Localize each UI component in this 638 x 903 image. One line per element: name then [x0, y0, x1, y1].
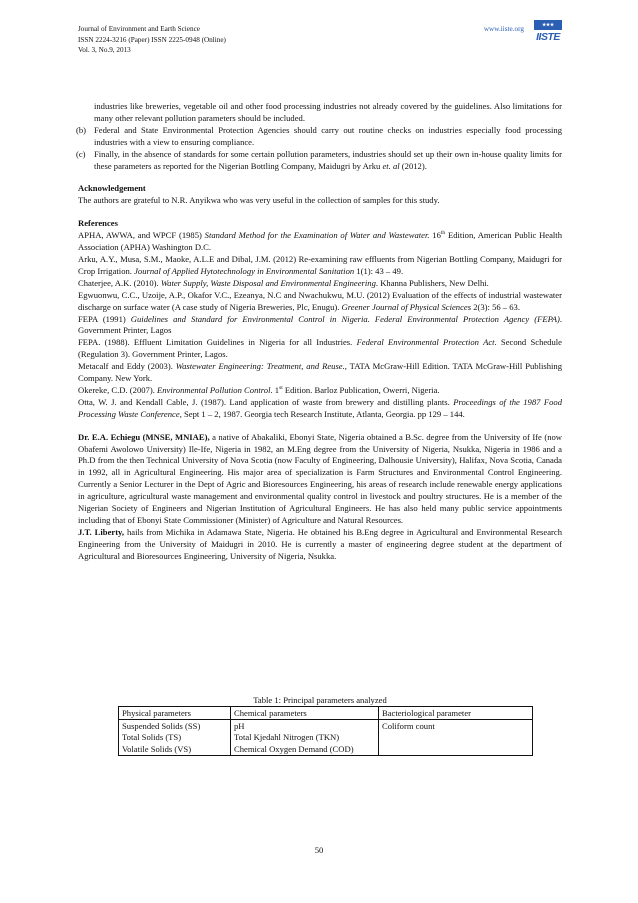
table-header-row — [119, 707, 533, 720]
reference-entry: APHA, AWWA, and WPCF (1985) Standard Method for the Examination of Water and Wastewater. 16th Edition, American Public Health Association (APHA) Washington D.C. — [78, 230, 562, 253]
iiste-logo — [534, 20, 562, 48]
reference-entry: Otta, W. J. and Kendall Cable, J. (1987). Land application of waste from brewery and distilling plants. Proceedings of the 1987 Food Processing Waste Conference, Sept 1 – 2, 1987. Georgia tech Research Institute, Atlanta, Georgia. pp 129 – 144. — [78, 396, 563, 419]
article-body — [78, 101, 562, 563]
table-cell: pH Total Kjedahl Nitrogen (TKN) Chemical Oxygen Demand (COD) — [231, 720, 379, 756]
recommendation-c: (c) Finally, in the absence of standards for some certain pollution parameters, industries should set up their own in-house quality limits for these parameters as reported for the Nigerian Bottling Company, Maidugri by Arku et. al (2012). — [76, 148, 562, 171]
table-header-cell: Bacteriological parameter — [379, 707, 533, 720]
iiste-logo-banner: ★★★ — [534, 20, 562, 30]
reference-entry: FEPA. (1988). Effluent Limitation Guidelines in Nigeria for all Industries. Federal Environmental Protection Act. Second Schedule (Regulation 3). Government Printer, Lagos. — [78, 337, 562, 360]
iiste-logo-text: IISTE — [536, 31, 560, 43]
journal-name: Journal of Environment and Earth Science — [78, 25, 200, 33]
journal-volume: Vol. 3, No.9, 2013 — [78, 46, 131, 55]
table-cell: Coliform count — [379, 720, 533, 756]
acknowledgement-heading: Acknowledgement — [78, 183, 146, 194]
author-bio-echiegu: Dr. E.A. Echiegu (MNSE, MNIAE), a native of Abakaliki, Ebonyi State, Nigeria obtained a B.Sc. degree from the University of Ife (now Obafemi Awolowo University) Ile-Ife, Nigeria in 1982, an M.Eng degree from the University of Nigeria, Nsukka, Nigeria in 1986 and a Ph.D from the then Technical University of Nova Scotia (now Faculty of Engineering, Dalhousie University), Halifax, Nova Scotia, Canada in 1992, all in Agricultural Engineering. His major area of specialization is Farm Structures and Environmental Control Engineering. Currently a Senior Lecturer in the Dept of Agric and Bioresources Engineering, his areas of research include renewable energy applications in agriculture, agricultural waste management and environmental quality control in livestock and poultry structures. He is a member of the Nigerian Society of Engineers and Nigerian Institution of Agricultural Engineers. He has also held many public service appointments including that of Ebonyi State Commissioner (Minister) of Agriculture and Natural Resources. — [78, 431, 562, 525]
acknowledgement-text: The authors are grateful to N.R. Anyikwa who was very useful in the collection of samples for this study. — [78, 195, 440, 206]
reference-entry: FEPA (1991) Guidelines and Standard for Environmental Control in Nigeria. Federal Environmental Protection Agency (FEPA). Government Printer, Lagos — [78, 313, 562, 336]
table-header-cell: Physical parameters — [119, 707, 231, 720]
reference-entry: Arku, A.Y., Musa, S.M., Maoke, A.L.E and Dibal, J.M. (2012) Re-examining raw effluents from Nigerian Bottling Company, Maidugri for Crop Irrigation. Journal of Applied Hytotechnology in Environmental Sanitation 1(1): 43 – 49. — [78, 253, 562, 276]
reference-entry: Okereke, C.D. (2007). Environmental Pollution Control. 1st Edition. Barloz Publication, Owerri, Nigeria. — [78, 384, 440, 395]
journal-url-link[interactable]: www.iiste.org — [483, 25, 524, 33]
reference-entry: Egwuonwu, C.C., Uzoije, A.P., Okafor V.C., Ezeanya, N.C and Nwachukwu, M.U. (2012) Evaluation of the effects of industrial wastewater discharge on surface water (A case study of Nigeria Breweries, Plc, Enugu). Greener Journal of Physical Sciences 2(3): 56 – 63. — [78, 289, 562, 312]
table-header-cell: Chemical parameters — [231, 707, 379, 720]
recommendation-a-continued: industries like breweries, vegetable oil and other food processing industries not already covered by the guidelines. Also limitations for many other relevant pollution parameters should be included. — [94, 101, 562, 123]
author-bio-liberty: J.T. Liberty, hails from Michika in Adamawa State, Nigeria. He obtained his B.Eng degree in Agricultural and Environmental Research Engineering from the University of Maidugri in 2010. He is currently a master of engineering degree student at the department of Agricultural and Bioresources Engineering, University of Nigeria, Nsukka. — [78, 526, 562, 561]
table-caption: Table 1: Principal parameters analyzed — [253, 695, 387, 705]
parameters-table — [118, 706, 533, 756]
page-number: 50 — [314, 845, 324, 855]
table-row — [119, 720, 533, 756]
recommendation-b: (b) Federal and State Environmental Protection Agencies should carry out routine checks on industries especially food processing industries with a view to ensuring compliance. — [76, 124, 562, 147]
reference-entry: Metacalf and Eddy (2003). Wastewater Engineering: Treatment, and Reuse., TATA McGraw-Hill Edition. TATA McGraw-Hill Publishing Company. New York. — [78, 361, 562, 384]
table-cell: Suspended Solids (SS) Total Solids (TS) Volatile Solids (VS) — [119, 720, 231, 756]
reference-entry: Chaterjee, A.K. (2010). Water Supply, Waste Disposal and Environmental Engineering. Khanna Publishers, New Delhi. — [78, 277, 489, 288]
journal-issn: ISSN 2224-3216 (Paper) ISSN 2225-0948 (Online) — [78, 35, 226, 44]
page-header — [78, 24, 562, 56]
references-heading: References — [78, 218, 118, 229]
